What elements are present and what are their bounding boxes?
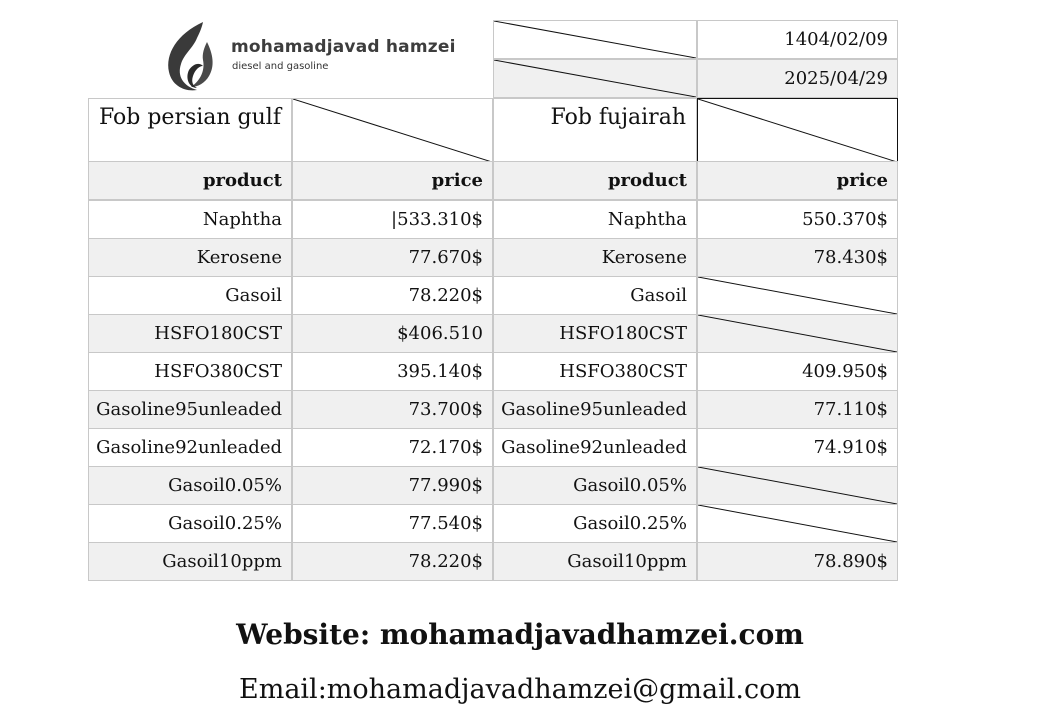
- header-product: product: [493, 161, 697, 200]
- title-diagonal-cell: [697, 98, 898, 163]
- cell-product: Gasoil0.05%: [88, 466, 292, 505]
- cell-price: 550.370$: [697, 200, 898, 239]
- cell-price: 73.700$: [292, 390, 493, 429]
- cell-price: |533.310$: [292, 200, 493, 239]
- cell-price: 78.430$: [697, 238, 898, 277]
- section-title-persian-gulf: Fob persian gulf: [88, 98, 292, 163]
- cell-product: Gasoil0.25%: [493, 504, 697, 543]
- cell-product: Gasoil: [493, 276, 697, 315]
- date-gregorian: 2025/04/29: [697, 59, 898, 98]
- header-product: product: [88, 161, 292, 200]
- cell-product: Gasoil0.05%: [493, 466, 697, 505]
- brand-subtitle: diesel and gasoline: [232, 61, 329, 72]
- cell-product: Gasoil10ppm: [88, 542, 292, 581]
- cell-price: 409.950$: [697, 352, 898, 391]
- cell-product: HSFO380CST: [493, 352, 697, 391]
- header-price: price: [292, 161, 493, 200]
- cell-product: Gasoline95unleaded: [88, 390, 292, 429]
- empty-diagonal-cell: [697, 276, 898, 315]
- empty-diagonal-cell: [697, 314, 898, 353]
- cell-price: 78.220$: [292, 542, 493, 581]
- empty-diagonal-cell: [697, 504, 898, 543]
- cell-price: $406.510: [292, 314, 493, 353]
- brand-name: mohamadjavad hamzei: [231, 37, 456, 57]
- date-diagonal-cell: [493, 59, 697, 98]
- empty-diagonal-cell: [697, 466, 898, 505]
- flame-drop-icon: [163, 20, 225, 92]
- cell-price: 77.990$: [292, 466, 493, 505]
- date-diagonal-cell: [493, 20, 697, 59]
- cell-product: Naphtha: [493, 200, 697, 239]
- cell-product: Kerosene: [88, 238, 292, 277]
- cell-product: Gasoline95unleaded: [493, 390, 697, 429]
- footer-email[interactable]: Email:mohamadjavadhamzei@gmail.com: [239, 674, 801, 705]
- section-title-fujairah: Fob fujairah: [493, 98, 697, 163]
- cell-price: 77.670$: [292, 238, 493, 277]
- footer-website[interactable]: Website: mohamadjavadhamzei.com: [236, 618, 804, 651]
- cell-price: 77.540$: [292, 504, 493, 543]
- cell-price: 72.170$: [292, 428, 493, 467]
- cell-product: Gasoline92unleaded: [493, 428, 697, 467]
- cell-product: HSFO380CST: [88, 352, 292, 391]
- cell-product: Naphtha: [88, 200, 292, 239]
- date-persian: 1404/02/09: [697, 20, 898, 59]
- cell-product: Gasoil: [88, 276, 292, 315]
- cell-product: Gasoil10ppm: [493, 542, 697, 581]
- cell-product: HSFO180CST: [88, 314, 292, 353]
- cell-price: 395.140$: [292, 352, 493, 391]
- cell-price: 78.220$: [292, 276, 493, 315]
- cell-product: Gasoil0.25%: [88, 504, 292, 543]
- cell-product: HSFO180CST: [493, 314, 697, 353]
- cell-price: 78.890$: [697, 542, 898, 581]
- brand-logo: [163, 20, 483, 92]
- cell-product: Kerosene: [493, 238, 697, 277]
- cell-price: 74.910$: [697, 428, 898, 467]
- cell-price: 77.110$: [697, 390, 898, 429]
- title-diagonal-cell: [292, 98, 493, 163]
- cell-product: Gasoline92unleaded: [88, 428, 292, 467]
- header-price: price: [697, 161, 898, 200]
